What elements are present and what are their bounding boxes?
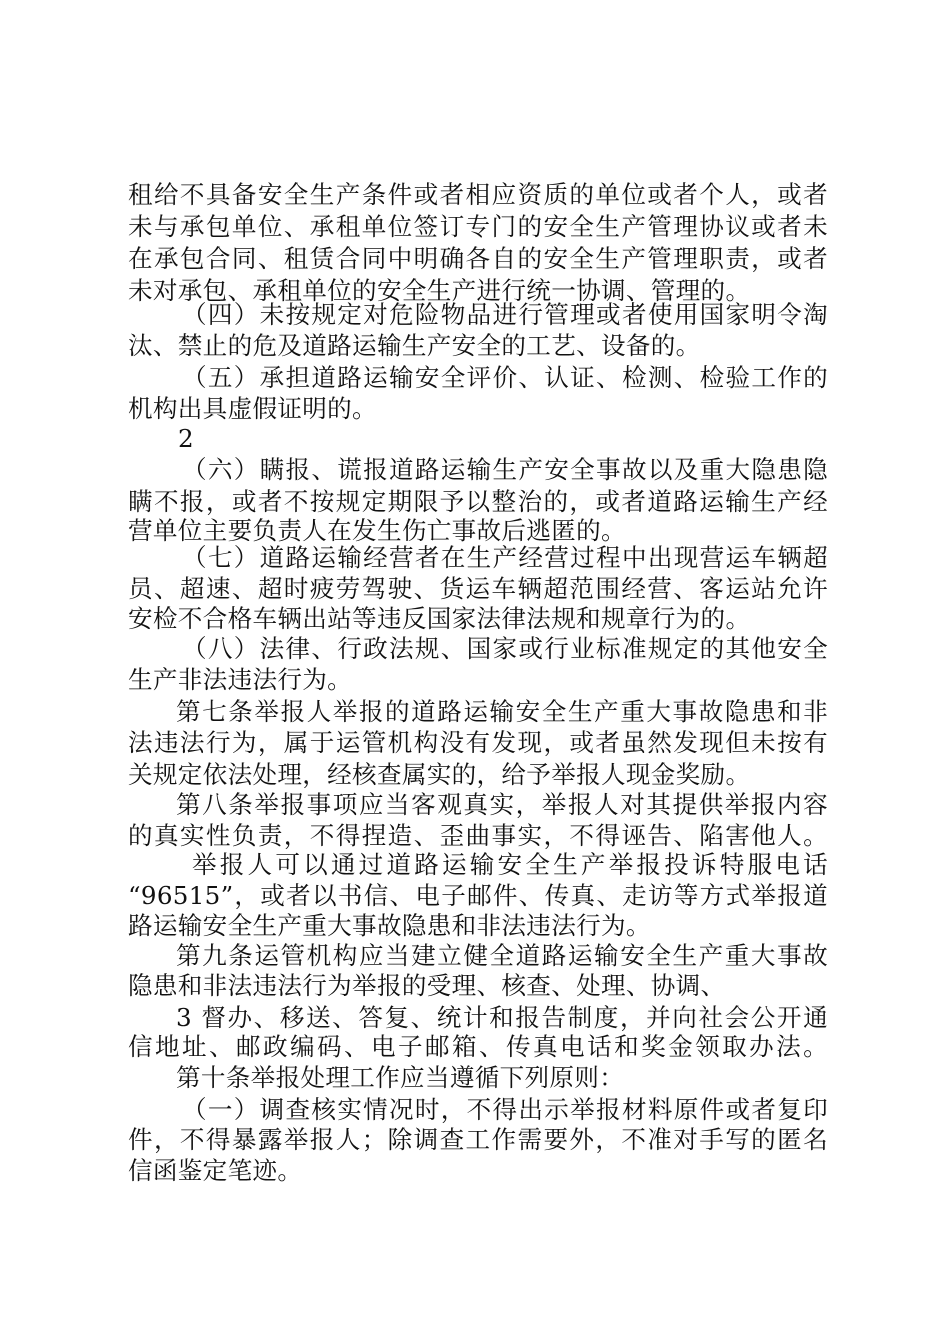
page-number: 2 — [178, 424, 194, 453]
text-line: 路运输安全生产重大事故隐患和非法违法行为。 — [128, 911, 651, 940]
text-line: 汰、禁止的危及道路运输生产安全的工艺、设备的。 — [128, 331, 701, 360]
text-line: 在承包合同、租赁合同中明确各自的安全生产管理职责，或者 — [128, 244, 828, 273]
text-line: 第七条举报人举报的道路运输安全生产重大事故隐患和非 — [176, 697, 828, 726]
text-line: 瞒不报，或者不按规定期限予以整治的，或者道路运输生产经 — [128, 487, 828, 516]
text-line: （一）调查核实情况时，不得出示举报材料原件或者复印 — [182, 1095, 828, 1124]
text-line: 隐患和非法违法行为举报的受理、核查、处理、协调、 — [128, 971, 726, 1000]
text-line: “96515”，或者以书信、电子邮件、传真、走访等方式举报道 — [128, 881, 828, 910]
text-line: 法违法行为，属于运管机构没有发现，或者虽然发现但未按有 — [128, 728, 828, 757]
text-line: 信函鉴定笔迹。 — [128, 1156, 303, 1185]
text-line: 3 督办、移送、答复、统计和报告制度，并向社会公开通 — [176, 1003, 828, 1032]
text-line: 安检不合格车辆出站等违反国家法律法规和规章行为的。 — [128, 604, 751, 633]
text-line: （六）瞒报、谎报道路运输生产安全事故以及重大隐患隐 — [182, 455, 828, 484]
text-line: （四）未按规定对危险物品进行管理或者使用国家明令淘 — [182, 300, 828, 329]
text-line: 营单位主要负责人在发生伤亡事故后逃匿的。 — [128, 516, 626, 545]
text-line: 的真实性负责，不得捏造、歪曲事实，不得诬告、陷害他人。 — [128, 821, 828, 850]
text-line: 未对承包、承租单位的安全生产进行统一协调、管理的。 — [128, 276, 751, 305]
text-line: 未与承包单位、承租单位签订专门的安全生产管理协议或者未 — [128, 212, 828, 241]
text-line: 件，不得暴露举报人；除调查工作需要外，不准对手写的匿名 — [128, 1125, 828, 1154]
text-line: 第十条举报处理工作应当遵循下列原则： — [176, 1063, 625, 1092]
text-line: 机构出具虚假证明的。 — [128, 394, 377, 423]
text-line: 员、超速、超时疲劳驾驶、货运车辆超范围经营、客运站允许 — [128, 574, 828, 603]
text-line: 第八条举报事项应当客观真实，举报人对其提供举报内容 — [176, 790, 828, 819]
text-line: （五）承担道路运输安全评价、认证、检测、检验工作的 — [182, 363, 828, 392]
text-line: 关规定依法处理，经核查属实的，给予举报人现金奖励。 — [128, 760, 751, 789]
text-line: 信地址、邮政编码、电子邮箱、传真电话和奖金领取办法。 — [128, 1032, 828, 1061]
text-line: 第九条运管机构应当建立健全道路运输安全生产重大事故 — [176, 941, 828, 970]
text-line: 生产非法违法行为。 — [128, 665, 353, 694]
text-line: （七）道路运输经营者在生产经营过程中出现营运车辆超 — [182, 543, 828, 572]
text-line: （八）法律、行政法规、国家或行业标准规定的其他安全 — [182, 634, 828, 663]
text-line: 举报人可以通过道路运输安全生产举报投诉特服电话 — [192, 850, 828, 879]
text-line: 租给不具备安全生产条件或者相应资质的单位或者个人，或者 — [128, 180, 828, 209]
